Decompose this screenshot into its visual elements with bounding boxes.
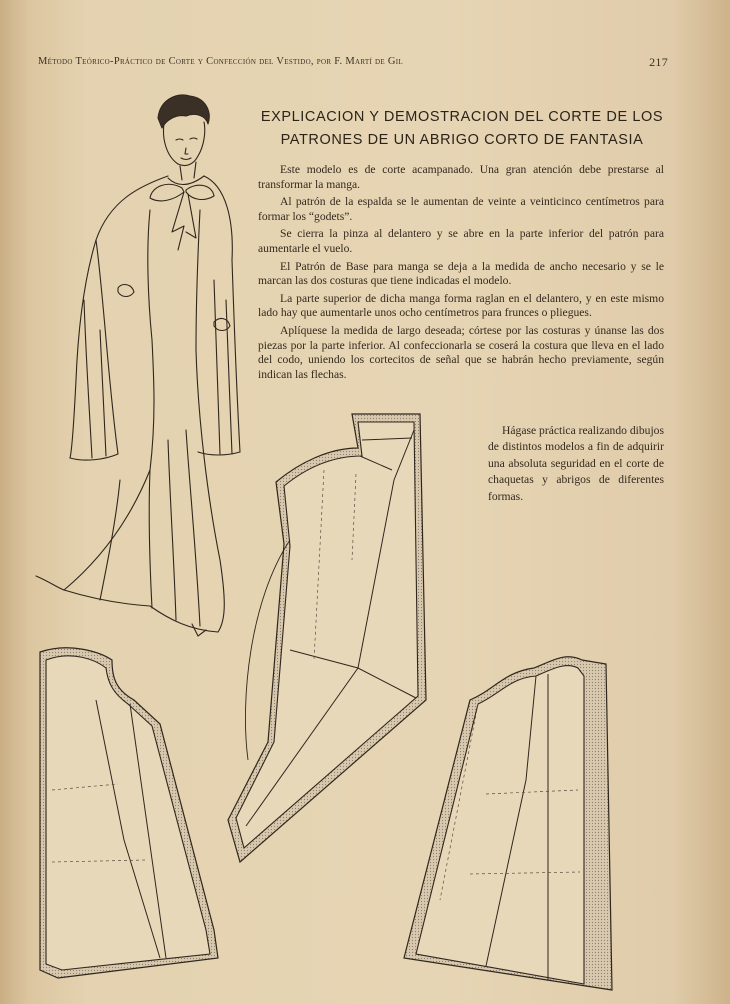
pattern-piece-back — [40, 648, 218, 978]
fashion-figure-illustration — [36, 95, 240, 636]
running-title: Método Teórico-Práctico de Corte y Confección del Vestido, por F. Martí de Gil — [38, 56, 403, 67]
pattern-piece-front — [404, 657, 612, 990]
title-line-1: EXPLICACION Y DEMOSTRACION DEL CORTE DE LOS — [260, 109, 664, 125]
paragraph: Al patrón de la espalda se le aumentan de veinte a veinticinco centímetros para formar los “godets”. — [258, 195, 664, 223]
paragraph: El Patrón de Base para manga se deja a la medida de ancho necesario y se le marcan las dos costuras que tiene indicadas el modelo. — [258, 259, 664, 288]
title-line-2: PATRONES DE UN ABRIGO CORTO DE FANTASIA — [280, 132, 644, 148]
paragraph: Este modelo es de corte acampanado. Una gran atención debe prestarse al transformar la manga. — [258, 163, 664, 191]
pattern-piece-sleeve — [228, 414, 426, 862]
practice-note-text: Hágase práctica realizando dibujos de distintos modelos a fin de adquirir una absoluta seguridad en el corte de chaquetas y abrigos de diferentes formas. — [488, 424, 664, 503]
paragraph: Aplíquese la medida de largo deseada; córtese por las costuras y únanse las dos piezas por la parte inferior. Al confeccionarla se coserá la costura que lleva en el lado del codo, uniendo los cortecitos de señal que se habrán hecho previamente, según indican las flechas. — [258, 323, 664, 381]
paragraph: La parte superior de dicha manga forma raglan en el delantero, y en este mismo lado hay que aumentarle unos ocho centímetros para frunces o pliegues. — [258, 291, 664, 320]
page-number: 217 — [649, 55, 668, 69]
paragraph: Se cierra la pinza al delantero y se abre en la parte inferior del patrón para aumentarle el vuelo. — [258, 227, 664, 255]
